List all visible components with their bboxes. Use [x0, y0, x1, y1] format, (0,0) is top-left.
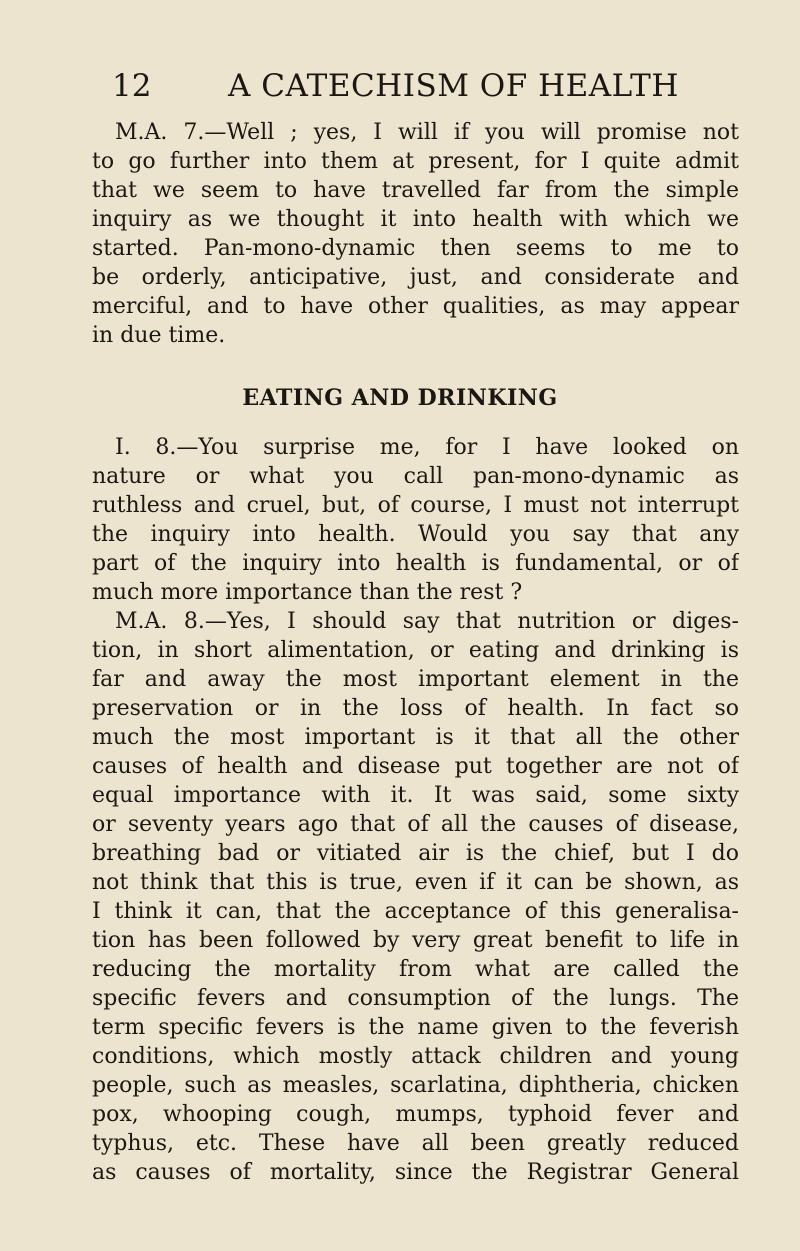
text-line: be orderly, anticipative, just, and considerate and [92, 265, 739, 290]
text-line: ruthless and cruel, but, of course, I must not interrupt [92, 493, 739, 518]
text-line: equal importance with it. It was said, some sixty [92, 783, 739, 808]
section-heading: EATING AND DRINKING [242, 385, 558, 411]
paragraph-1 [92, 118, 739, 350]
paragraphs-2-3 [92, 433, 739, 1187]
text-line: part of the inquiry into health is fundamental, or of [92, 551, 739, 576]
text-line: typhus, etc. These have all been greatly reduced [92, 1131, 739, 1156]
running-head [112, 66, 712, 106]
text-line: to go further into them at present, for I quite admit [92, 149, 739, 174]
text-line: not think that this is true, even if it can be shown, as [92, 870, 739, 895]
text-line: tion, in short alimentation, or eating and drinking is [92, 638, 739, 663]
text-line: started. Pan-mono-dynamic then seems to me to [92, 236, 739, 261]
text-line: reducing the mortality from what are called the [92, 957, 739, 982]
running-head-title: A CATECHISM OF HEALTH [228, 68, 679, 104]
text-line: nature or what you call pan-mono-dynamic as [92, 464, 739, 489]
text-line: as causes of mortality, since the Registrar General [92, 1160, 739, 1185]
text-line: much the most important is it that all the other [92, 725, 739, 750]
text-line: specific fevers and consumption of the lungs. The [92, 986, 739, 1011]
text-line: merciful, and to have other qualities, as may appear [92, 294, 739, 319]
text-line: much more importance than the rest ? [92, 580, 523, 605]
text-line: inquiry as we thought it into health with which we [92, 207, 739, 232]
text-line: that we seem to have travelled far from the simple [92, 178, 739, 203]
text-line: M.A. 7.—Well ; yes, I will if you will promise not [115, 120, 739, 145]
text-line: pox, whooping cough, mumps, typhoid fever and [92, 1102, 739, 1127]
text-line: or seventy years ago that of all the causes of disease, [92, 812, 739, 837]
text-line: people, such as measles, scarlatina, diphtheria, chicken [92, 1073, 739, 1098]
text-line: conditions, which mostly attack children and young [92, 1044, 739, 1069]
text-line: I think it can, that the acceptance of this generalisa- [92, 899, 739, 924]
text-line: in due time. [92, 323, 226, 348]
page-number: 12 [112, 68, 152, 104]
text-line: I. 8.—You surprise me, for I have looked on [115, 435, 739, 460]
text-line: the inquiry into health. Would you say that any [92, 522, 739, 547]
text-line: tion has been followed by very great benefit to life in [92, 928, 739, 953]
text-line: preservation or in the loss of health. In fact so [92, 696, 739, 721]
text-line: far and away the most important element in the [92, 667, 739, 692]
text-line: breathing bad or vitiated air is the chief, but I do [92, 841, 739, 866]
text-line: causes of health and disease put together are not of [92, 754, 739, 779]
text-line: term specific fevers is the name given to the feverish [92, 1015, 739, 1040]
text-line: M.A. 8.—Yes, I should say that nutrition or diges- [115, 609, 739, 634]
